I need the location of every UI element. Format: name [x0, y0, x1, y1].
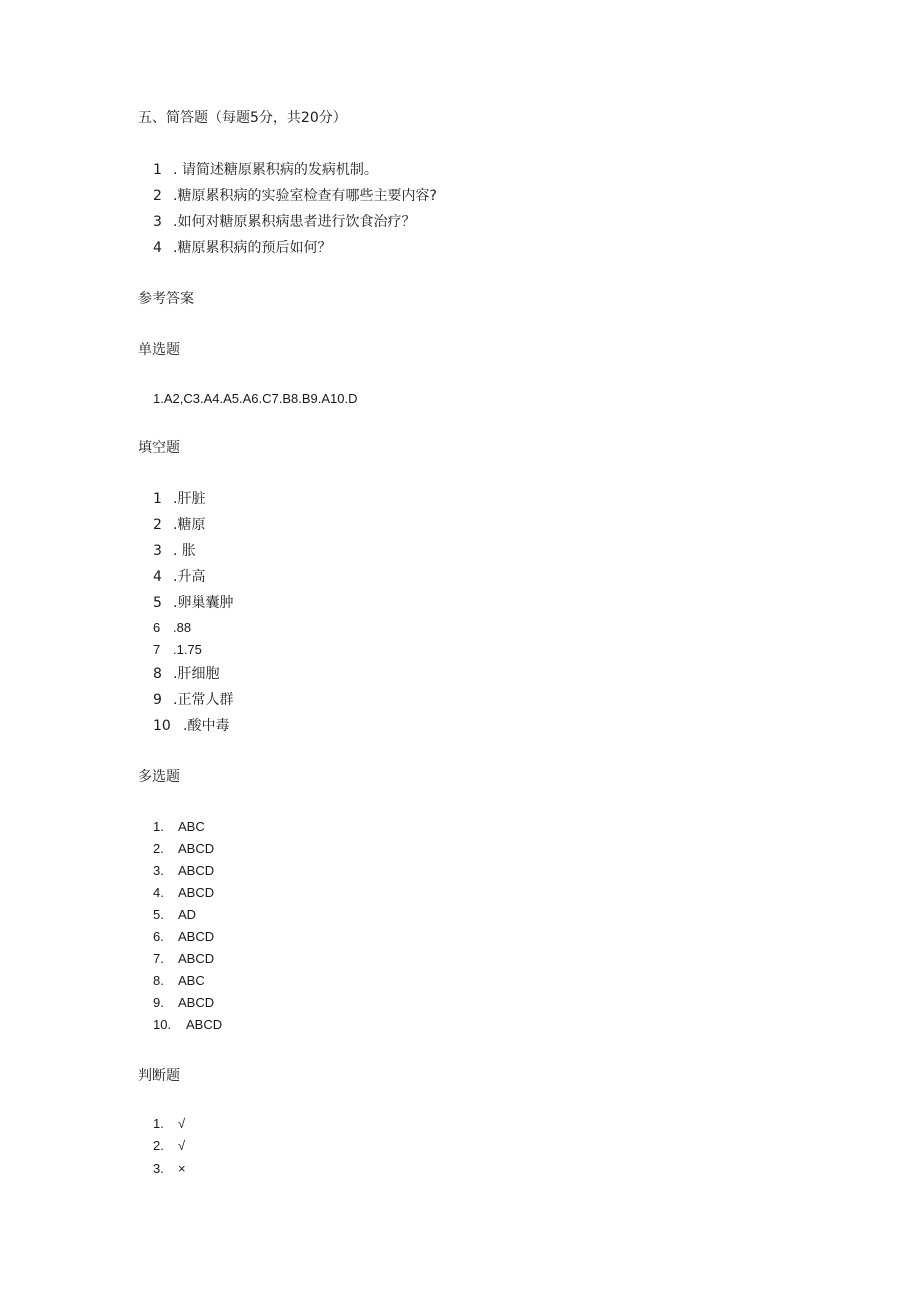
item-text: ABCD — [178, 885, 215, 900]
fill-blank-item — [153, 691, 233, 709]
item-number: 10 — [153, 718, 171, 734]
short-answer-heading: 五、简答题（每题5分，共20分） — [138, 110, 347, 126]
item-text: .正常人群 — [173, 692, 234, 708]
item-text: .肝脏 — [173, 491, 206, 507]
item-number: 6 — [153, 620, 161, 635]
item-text: ABCD — [178, 863, 215, 878]
true-false-item — [153, 1137, 185, 1155]
item-text: ABCD — [186, 1017, 223, 1032]
true-false-item — [153, 1115, 185, 1133]
multi-choice-item — [153, 818, 205, 836]
fill-blank-item — [153, 665, 219, 683]
item-text: √ — [178, 1116, 186, 1131]
multi-choice-item — [153, 950, 214, 968]
item-text: √ — [178, 1138, 186, 1153]
short-answer-item — [153, 239, 331, 257]
item-text: .88 — [173, 620, 192, 635]
item-text: .糖原累积病的实验室检查有哪些主要内容? — [173, 188, 437, 204]
fill-blank-item — [153, 641, 202, 659]
true-false-heading: 判断题 — [138, 1068, 180, 1084]
short-answer-item — [153, 161, 378, 179]
item-text: ABCD — [178, 929, 215, 944]
item-text: .肝细胞 — [173, 666, 220, 682]
item-number: 4. — [153, 885, 164, 900]
item-number: 1 — [153, 491, 162, 507]
item-number: 3 — [153, 543, 162, 559]
item-text: . 胀 — [173, 543, 196, 559]
fill-blank-item — [153, 490, 205, 508]
item-number: 7 — [153, 642, 161, 657]
item-text: .糖原 — [173, 517, 206, 533]
item-text: AD — [178, 907, 197, 922]
item-text: .卵巢囊肿 — [173, 595, 234, 611]
multi-choice-item — [153, 1016, 222, 1034]
item-text: ABC — [178, 973, 205, 988]
item-text: ABCD — [178, 951, 215, 966]
single-choice-heading: 单选题 — [138, 342, 180, 358]
item-number: 6. — [153, 929, 164, 944]
item-number: 2. — [153, 1138, 164, 1153]
fill-blank-item — [153, 516, 205, 534]
item-text: .如何对糖原累积病患者进行饮食治疗？ — [173, 214, 416, 230]
item-text: × — [178, 1161, 186, 1176]
item-number: 3 — [153, 214, 162, 230]
item-text: .1.75 — [173, 642, 202, 657]
item-number: 1. — [153, 819, 164, 834]
item-text: ABC — [178, 819, 205, 834]
fill-blank-item — [153, 717, 229, 735]
multi-choice-item — [153, 884, 214, 902]
single-choice-answers: 1.A2,C3.A4.A5.A6.C7.B8.B9.A10.D — [153, 391, 358, 406]
item-number: 4 — [153, 240, 162, 256]
item-text: .糖原累积病的预后如何？ — [173, 240, 332, 256]
item-number: 1 — [153, 162, 162, 178]
fill-blank-heading: 填空题 — [138, 440, 180, 456]
item-text: . 请简述糖原累积病的发病机制。 — [173, 162, 378, 178]
item-number: 9. — [153, 995, 164, 1010]
answers-title: 参考答案 — [138, 291, 194, 307]
item-number: 8. — [153, 973, 164, 988]
fill-blank-item — [153, 619, 191, 637]
fill-blank-item — [153, 568, 205, 586]
item-text: ABCD — [178, 841, 215, 856]
short-answer-item — [153, 187, 437, 205]
item-number: 8 — [153, 666, 162, 682]
item-number: 5. — [153, 907, 164, 922]
item-number: 9 — [153, 692, 162, 708]
short-answer-item — [153, 213, 415, 231]
item-number: 2. — [153, 841, 164, 856]
item-number: 7. — [153, 951, 164, 966]
multi-choice-item — [153, 972, 205, 990]
item-number: 5 — [153, 595, 162, 611]
multi-choice-item — [153, 862, 214, 880]
true-false-item — [153, 1160, 186, 1178]
fill-blank-item — [153, 594, 233, 612]
multi-choice-heading: 多选题 — [138, 769, 180, 785]
item-number: 10. — [153, 1017, 172, 1032]
item-text: .升高 — [173, 569, 206, 585]
item-number: 3. — [153, 863, 164, 878]
item-number: 2 — [153, 517, 162, 533]
item-text: ABCD — [178, 995, 215, 1010]
multi-choice-item — [153, 906, 196, 924]
item-number: 2 — [153, 188, 162, 204]
multi-choice-item — [153, 928, 214, 946]
item-number: 4 — [153, 569, 162, 585]
item-text: .酸中毒 — [183, 718, 230, 734]
fill-blank-item — [153, 542, 196, 560]
item-number: 1. — [153, 1116, 164, 1131]
item-number: 3. — [153, 1161, 164, 1176]
multi-choice-item — [153, 994, 214, 1012]
multi-choice-item — [153, 840, 214, 858]
